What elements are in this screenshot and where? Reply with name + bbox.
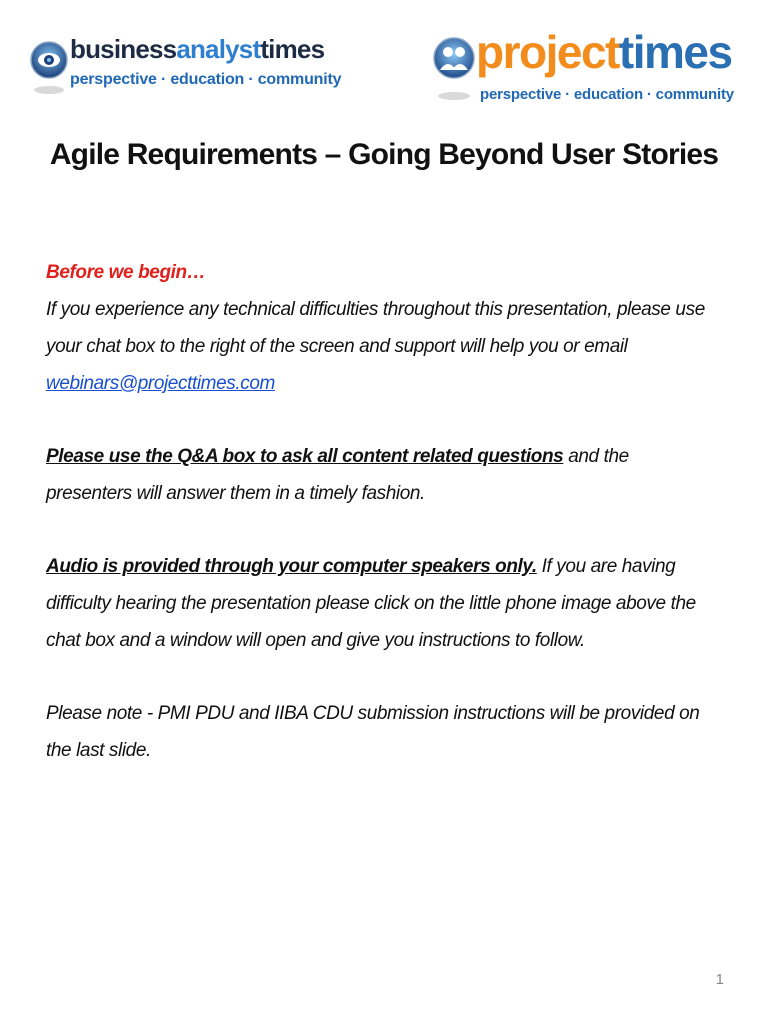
qa-emphasis: Please use the Q&A box to ask all content related questions	[46, 446, 564, 467]
qa-text: and the presenters will answer them in a timely fashion.	[46, 446, 629, 504]
intro-paragraph	[46, 254, 706, 402]
people-globe-icon	[432, 26, 476, 106]
projecttimes-logo[interactable]	[432, 26, 734, 106]
logo-wordmark: businessanalysttimes	[70, 34, 325, 64]
logo-wordmark: projecttimes	[476, 26, 732, 78]
slide-body	[46, 254, 706, 805]
eye-globe-icon	[30, 30, 68, 100]
logo-tagline: perspective · education · community	[70, 71, 342, 88]
audio-text: If you are having difficulty hearing the presentation please click on the little phone image above the chat box and a window will open and give you instructions to follow.	[46, 556, 696, 651]
businessanalysttimes-logo[interactable]	[30, 26, 342, 106]
page-number: 1	[715, 971, 724, 988]
logo-tagline: perspective · education · community	[480, 86, 734, 103]
intro-lead: Before we begin…	[46, 262, 206, 283]
audio-emphasis: Audio is provided through your computer speakers only.	[46, 556, 537, 577]
intro-text: If you experience any technical difficulties throughout this presentation, please use your chat box to the right of the screen and support will help you or email	[46, 299, 705, 357]
audio-paragraph	[46, 548, 706, 659]
slide-title: Agile Requirements – Going Beyond User Stories	[49, 138, 719, 171]
qa-paragraph	[46, 438, 706, 512]
note-paragraph: Please note - PMI PDU and IIBA CDU submission instructions will be provided on the last slide.	[46, 703, 700, 761]
support-email-link[interactable]: webinars@projecttimes.com	[46, 373, 275, 394]
